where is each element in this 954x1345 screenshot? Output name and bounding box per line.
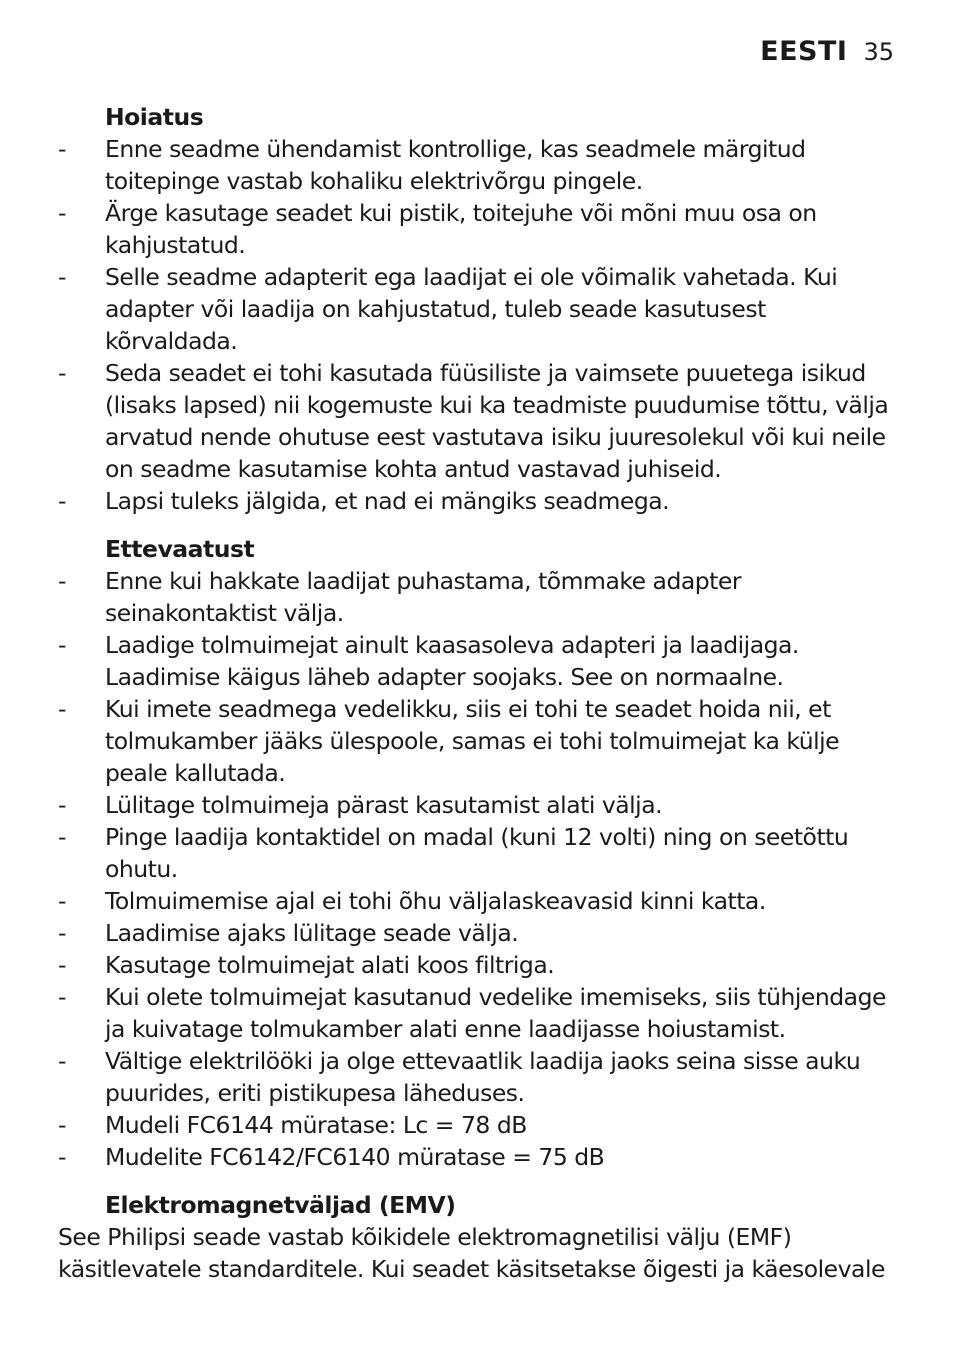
- bullet-dash: -: [58, 135, 66, 163]
- bullet-dash: -: [58, 1143, 66, 1171]
- page-header: [760, 36, 894, 67]
- bullet-dash: -: [58, 1111, 66, 1139]
- section-title-emv: Elektromagnetväljad (EMV): [105, 1191, 456, 1219]
- bullet-dash: -: [58, 487, 66, 515]
- list-item: - Tolmuimemise ajal ei tohi õhu väljalaskeavasid kinni katta.: [58, 887, 766, 915]
- list-item: - Laadimise ajaks lülitage seade välja.: [58, 919, 519, 947]
- list-item: - Laadige tolmuimejat ainult kaasasoleva adapteri ja laadijaga. Laadimise käigus läheb adapter soojaks. See on normaalne.: [58, 631, 799, 691]
- list-item: - Kui olete tolmuimejat kasutanud vedelike imemiseks, siis tühjendage ja kuivatage tolmukamber alati enne laadijasse hoiustamist.: [58, 983, 886, 1043]
- bullet-dash: -: [58, 199, 66, 227]
- bullet-dash: -: [58, 791, 66, 819]
- language-label: EESTI: [760, 36, 848, 67]
- list-item: - Enne seadme ühendamist kontrollige, kas seadmele märgitud toitepinge vastab kohaliku elektrivõrgu pingele.: [58, 135, 806, 195]
- bullet-dash: -: [58, 1047, 66, 1075]
- bullet-dash: -: [58, 359, 66, 387]
- bullet-dash: -: [58, 631, 66, 659]
- list-item: - Ärge kasutage seadet kui pistik, toitejuhe või mõni muu osa on kahjustatud.: [58, 199, 817, 259]
- bullet-dash: -: [58, 919, 66, 947]
- list-item: - Selle seadme adapterit ega laadijat ei ole võimalik vahetada. Kui adapter või laadija on kahjustatud, tuleb seade kasutusest kõrvaldada.: [58, 263, 838, 355]
- page-content: [58, 101, 898, 1285]
- bullet-dash: -: [58, 983, 66, 1011]
- bullet-dash: -: [58, 695, 66, 723]
- bullet-dash: -: [58, 887, 66, 915]
- warning-list: [58, 133, 898, 517]
- bullet-dash: -: [58, 567, 66, 595]
- list-item: - Enne kui hakkate laadijat puhastama, tõmmake adapter seinakontaktist välja.: [58, 567, 742, 627]
- list-item: - Lapsi tuleks jälgida, et nad ei mängiks seadmega.: [58, 487, 670, 515]
- section-title-hoiatus: Hoiatus: [105, 103, 204, 131]
- page-number: 35: [863, 38, 894, 66]
- list-item: - Mudeli FC6144 müratase: Lc = 78 dB: [58, 1111, 527, 1139]
- list-item: - Lülitage tolmuimeja pärast kasutamist alati välja.: [58, 791, 663, 819]
- section-title-ettevaatust: Ettevaatust: [105, 535, 255, 563]
- list-item: - Pinge laadija kontaktidel on madal (kuni 12 volti) ning on seetõttu ohutu.: [58, 823, 849, 883]
- bullet-dash: -: [58, 951, 66, 979]
- list-item: - Vältige elektrilööki ja olge ettevaatlik laadija jaoks seina sisse auku puurides, eriti pistikupesa läheduses.: [58, 1047, 861, 1107]
- caution-list: [58, 565, 898, 1173]
- bullet-dash: -: [58, 263, 66, 291]
- bullet-dash: -: [58, 823, 66, 851]
- list-item: - Mudelite FC6142/FC6140 müratase = 75 dB: [58, 1143, 605, 1171]
- list-item: - Kui imete seadmega vedelikku, siis ei tohi te seadet hoida nii, et tolmukamber jääks ülespoole, samas ei tohi tolmuimejat ka külje peale kallutada.: [58, 695, 840, 787]
- list-item: - Kasutage tolmuimejat alati koos filtriga.: [58, 951, 555, 979]
- list-item: - Seda seadet ei tohi kasutada füüsiliste ja vaimsete puuetega isikud (lisaks lapsed) nii kogemuste kui ka teadmiste puudumise tõttu, välja arvatud nende ohutuse eest vastutava isiku juuresolekul või kui neile on seadme kasutamise kohta antud vastavad juhiseid.: [58, 359, 889, 483]
- emv-paragraph: See Philipsi seade vastab kõikidele elektromagnetilisi välju (EMF) käsitlevatele standarditele. Kui seadet käsitsetakse õigesti ja käesolevale: [58, 1223, 885, 1283]
